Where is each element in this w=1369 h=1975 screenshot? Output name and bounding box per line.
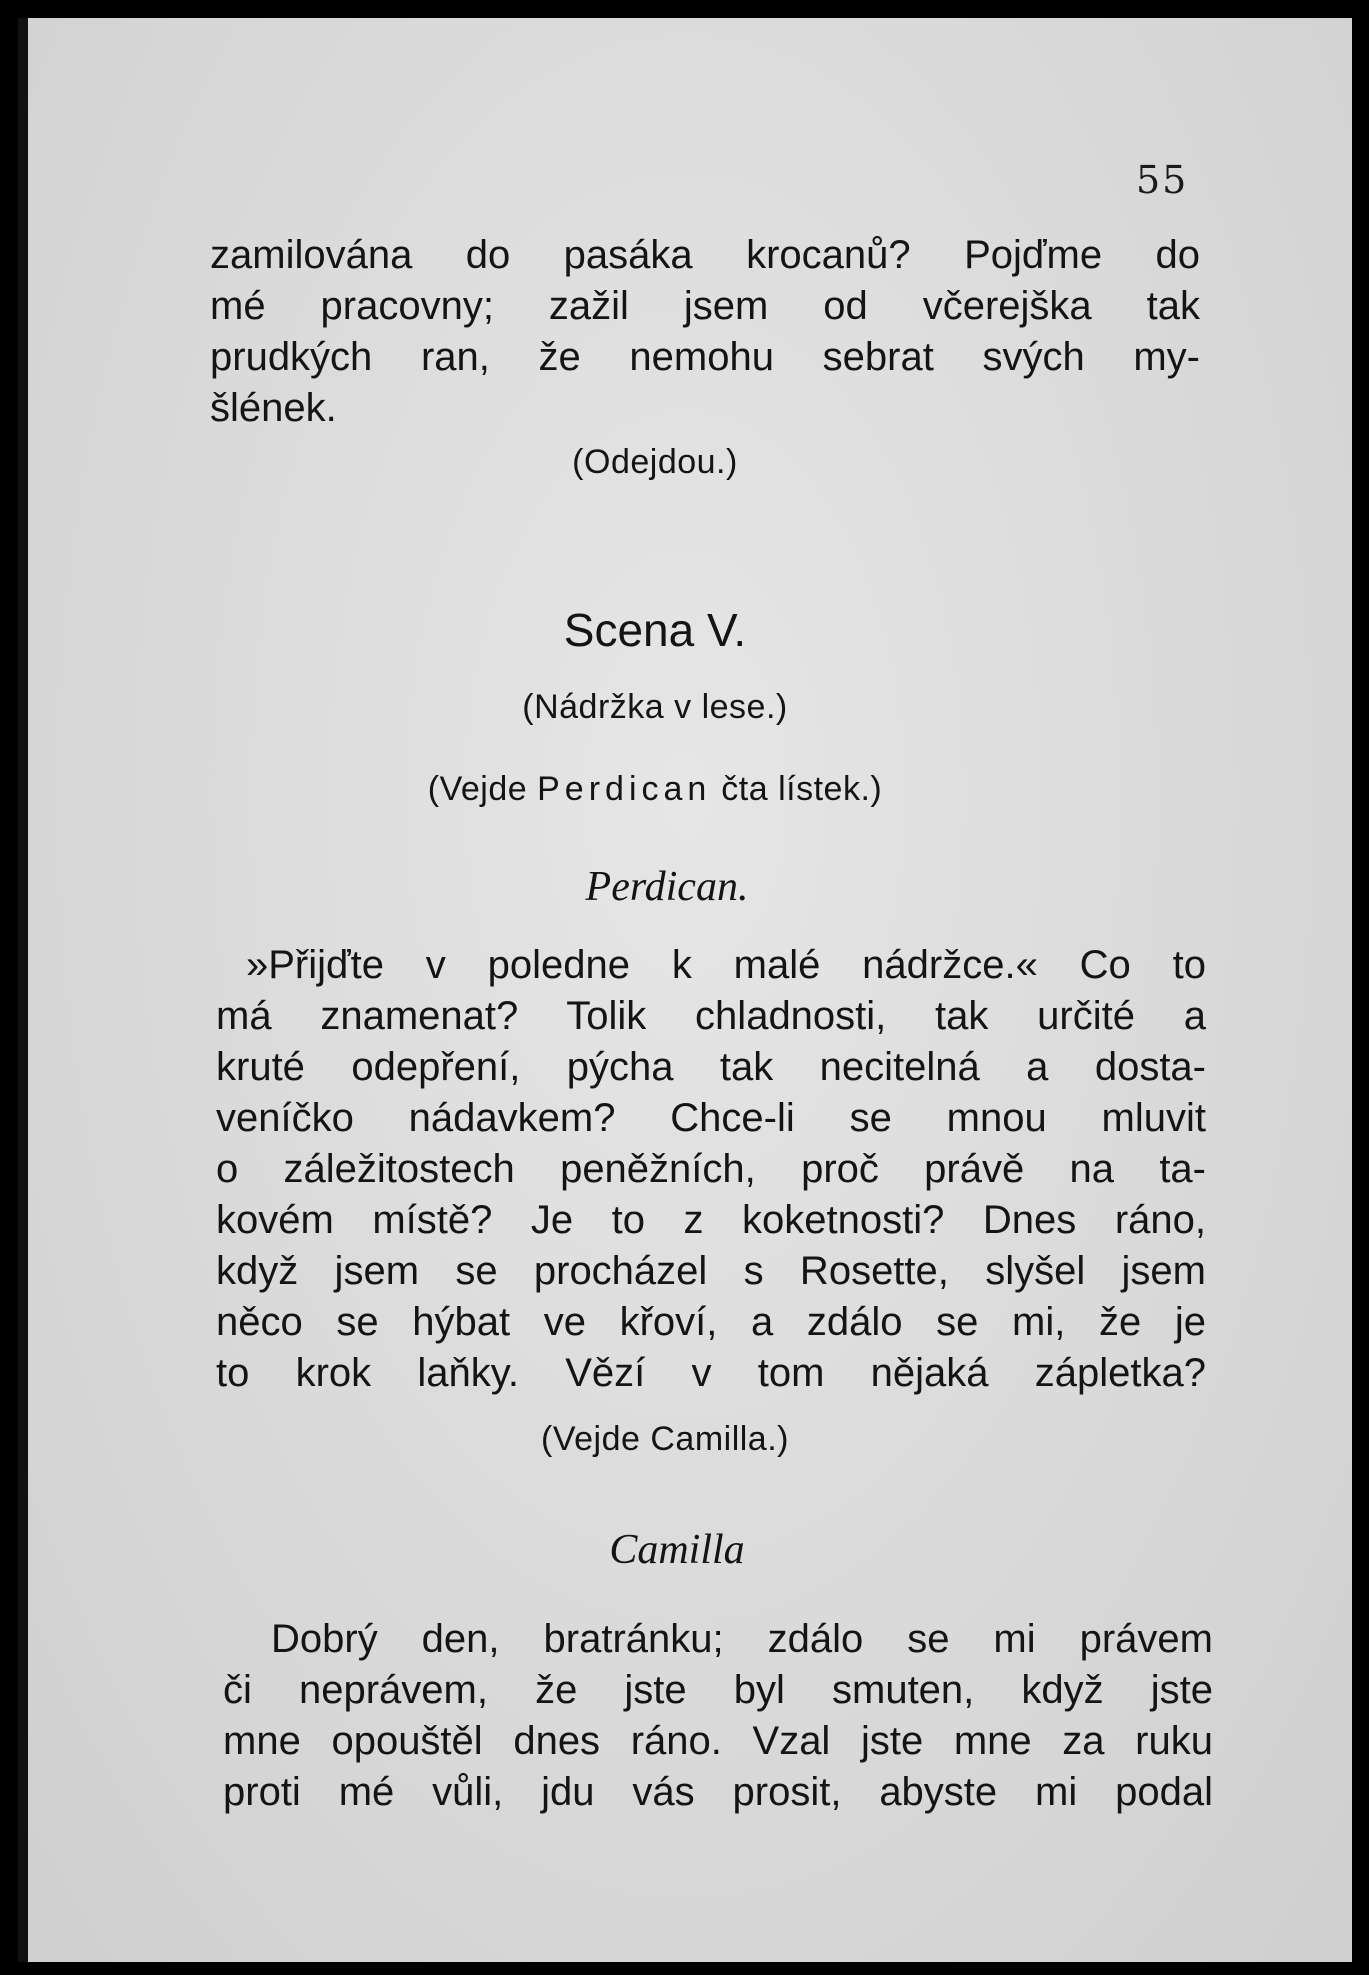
- page-spine-edge: [18, 18, 28, 1962]
- stage-direction-enter-perdican-wrap: [18, 770, 1352, 820]
- text-line: či neprávem, že jste byl smuten, když jste: [223, 1668, 1213, 1712]
- text-line: mé pracovny; zažil jsem od včerejška tak: [210, 284, 1200, 328]
- text-line: to krok laňky. Vězí v tom nějaká zápletka?: [216, 1351, 1206, 1395]
- book-page: [18, 18, 1352, 1962]
- speaker-camilla: Camilla: [609, 1527, 745, 1573]
- speaker-perdican-wrap: [18, 863, 1352, 919]
- text-line: veníčko nádavkem? Chce-li se mnou mluvit: [216, 1096, 1206, 1140]
- text-line: proti mé vůli, jdu vás prosit, abyste mi podal: [223, 1770, 1213, 1814]
- speaker-perdican: Perdican.: [585, 864, 749, 910]
- text-line: »Přijďte v poledne k malé nádržce.« Co to: [246, 943, 1206, 987]
- character-name-spaced: Perdican: [537, 770, 712, 808]
- text-line: kruté odepření, pýcha tak necitelná a dosta-: [216, 1045, 1206, 1089]
- paragraph-perdican: [216, 940, 1206, 1400]
- stage-direction-exit: (Odejdou.): [572, 443, 738, 481]
- text-line: o záležitostech peněžních, proč právě na ta-: [216, 1147, 1206, 1191]
- text-line: zamilována do pasáka krocanů? Pojďme do: [210, 233, 1200, 277]
- page-number: 55: [1136, 158, 1189, 202]
- text-line: kovém místě? Je to z koketnosti? Dnes ráno,: [216, 1198, 1206, 1242]
- scene-setting: (Nádržka v lese.): [522, 688, 788, 726]
- stage-prefix: (Vejde: [427, 770, 528, 808]
- text-line: mne opouštěl dnes ráno. Vzal jste mne za ruku: [223, 1719, 1213, 1763]
- text-line: Dobrý den, bratránku; zdálo se mi právem: [271, 1617, 1213, 1661]
- speaker-camilla-wrap: [18, 1526, 1352, 1582]
- text-line: šlének.: [210, 386, 337, 430]
- stage-direction-exit-wrap: [18, 443, 1352, 493]
- paragraph-camilla: [223, 1614, 1213, 1824]
- stage-direction-enter-camilla: (Vejde Camilla.): [541, 1420, 789, 1458]
- stage-direction-enter-camilla-wrap: [18, 1420, 1352, 1470]
- text-line: když jsem se procházel s Rosette, slyšel jsem: [216, 1249, 1206, 1293]
- scene-heading-wrap: [18, 603, 1352, 663]
- text-line: má znamenat? Tolik chladnosti, tak určité a: [216, 994, 1206, 1038]
- stage-direction-enter-perdican: [18, 770, 1322, 809]
- scene-setting-wrap: [18, 688, 1352, 738]
- scene-heading: Scena V.: [563, 604, 747, 656]
- text-line: něco se hýbat ve křoví, a zdálo se mi, že je: [216, 1300, 1206, 1344]
- stage-suffix: čta lístek.): [721, 770, 883, 808]
- text-line: prudkých ran, že nemohu sebrat svých my-: [210, 335, 1200, 379]
- paragraph-closing: [210, 230, 1200, 430]
